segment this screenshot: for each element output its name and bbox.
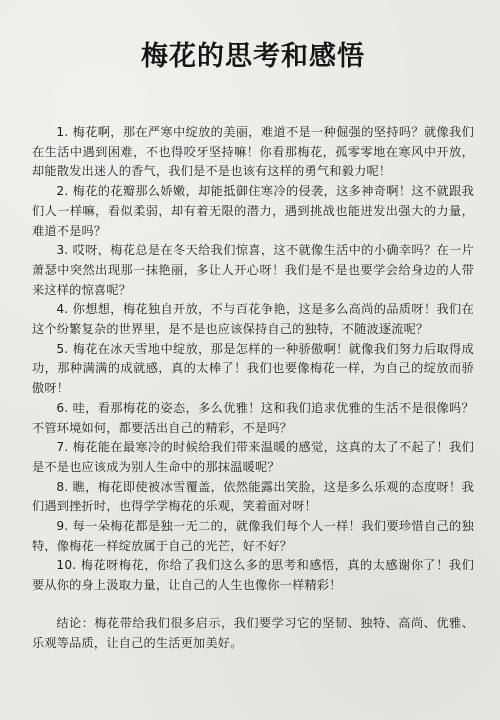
section-spacer <box>32 596 474 614</box>
paragraph-5: 5. 梅花在冰天雪地中绽放，那是怎样的一种骄傲啊！就像我们努力后取得成功，那种满满的成就感，真的太棒了！我们也要像梅花一样，为自己的绽放而骄傲呀！ <box>32 341 474 396</box>
page-title: 梅花的思考和感悟 <box>141 41 365 72</box>
paragraph-6: 6. 哇，看那梅花的姿态，多么优雅！这和我们追求优雅的生活不是很像吗？不管环境如何，都要活出自己的精彩，不是吗？ <box>32 400 474 435</box>
paragraph-7: 7. 梅花能在最寒冷的时候给我们带来温暖的感觉，这真的太了不起了！我们是不是也应该成为别人生命中的那抹温暖呢？ <box>32 440 474 474</box>
paragraph-2: 2. 梅花的花瓣那么娇嫩，却能抵御住寒冷的侵袭，这多神奇啊！这不就跟我们人一样嘛，看似柔弱，却有着无限的潜力，遇到挑战也能迸发出强大的力量，难道不是吗？ <box>32 184 474 238</box>
paragraph-4: 4. 你想想，梅花独自开放，不与百花争艳，这是多么高尚的品质呀！我们在这个纷繁复杂的世界里，是不是也应该保持自己的独特，不随波逐流呢？ <box>32 302 474 337</box>
paragraph-9: 9. 每一朵梅花都是独一无二的，就像我们每个人一样！我们要珍惜自己的独特，像梅花一样绽放属于自己的光芒，好不好？ <box>32 519 474 553</box>
paragraph-8: 8. 瞧，梅花即使被冰雪覆盖，依然能露出笑脸，这是多么乐观的态度呀！我们遇到挫折时，也得学学梅花的乐观，笑着面对呀！ <box>32 479 474 514</box>
article-body <box>32 123 474 653</box>
conclusion-paragraph: 结论：梅花带给我们很多启示，我们要学习它的坚韧、独特、高尚、优雅、乐观等品质，让自己的生活更加美好。 <box>32 615 474 650</box>
paragraph-3: 3. 哎呀，梅花总是在冬天给我们惊喜，这不就像生活中的小确幸吗？在一片萧瑟中突然出现那一抹艳丽，多让人开心呀！我们是不是也要学会给身边的人带来这样的惊喜呢？ <box>32 243 474 297</box>
paragraph-1: 1. 梅花啊，那在严寒中绽放的美丽，难道不是一种倔强的坚持吗？就像我们在生活中遇到困难，不也得咬牙坚持嘛！你看那梅花，孤零零地在寒风中开放，却能散发出迷人的香气，我们是不是也该有这样的勇气和毅力呢！ <box>32 125 474 179</box>
paragraph-10: 10. 梅花呀梅花，你给了我们这么多的思考和感悟，真的太感谢你了！我们要从你的身上汲取力量，让自己的人生也像你一样精彩！ <box>32 558 474 593</box>
